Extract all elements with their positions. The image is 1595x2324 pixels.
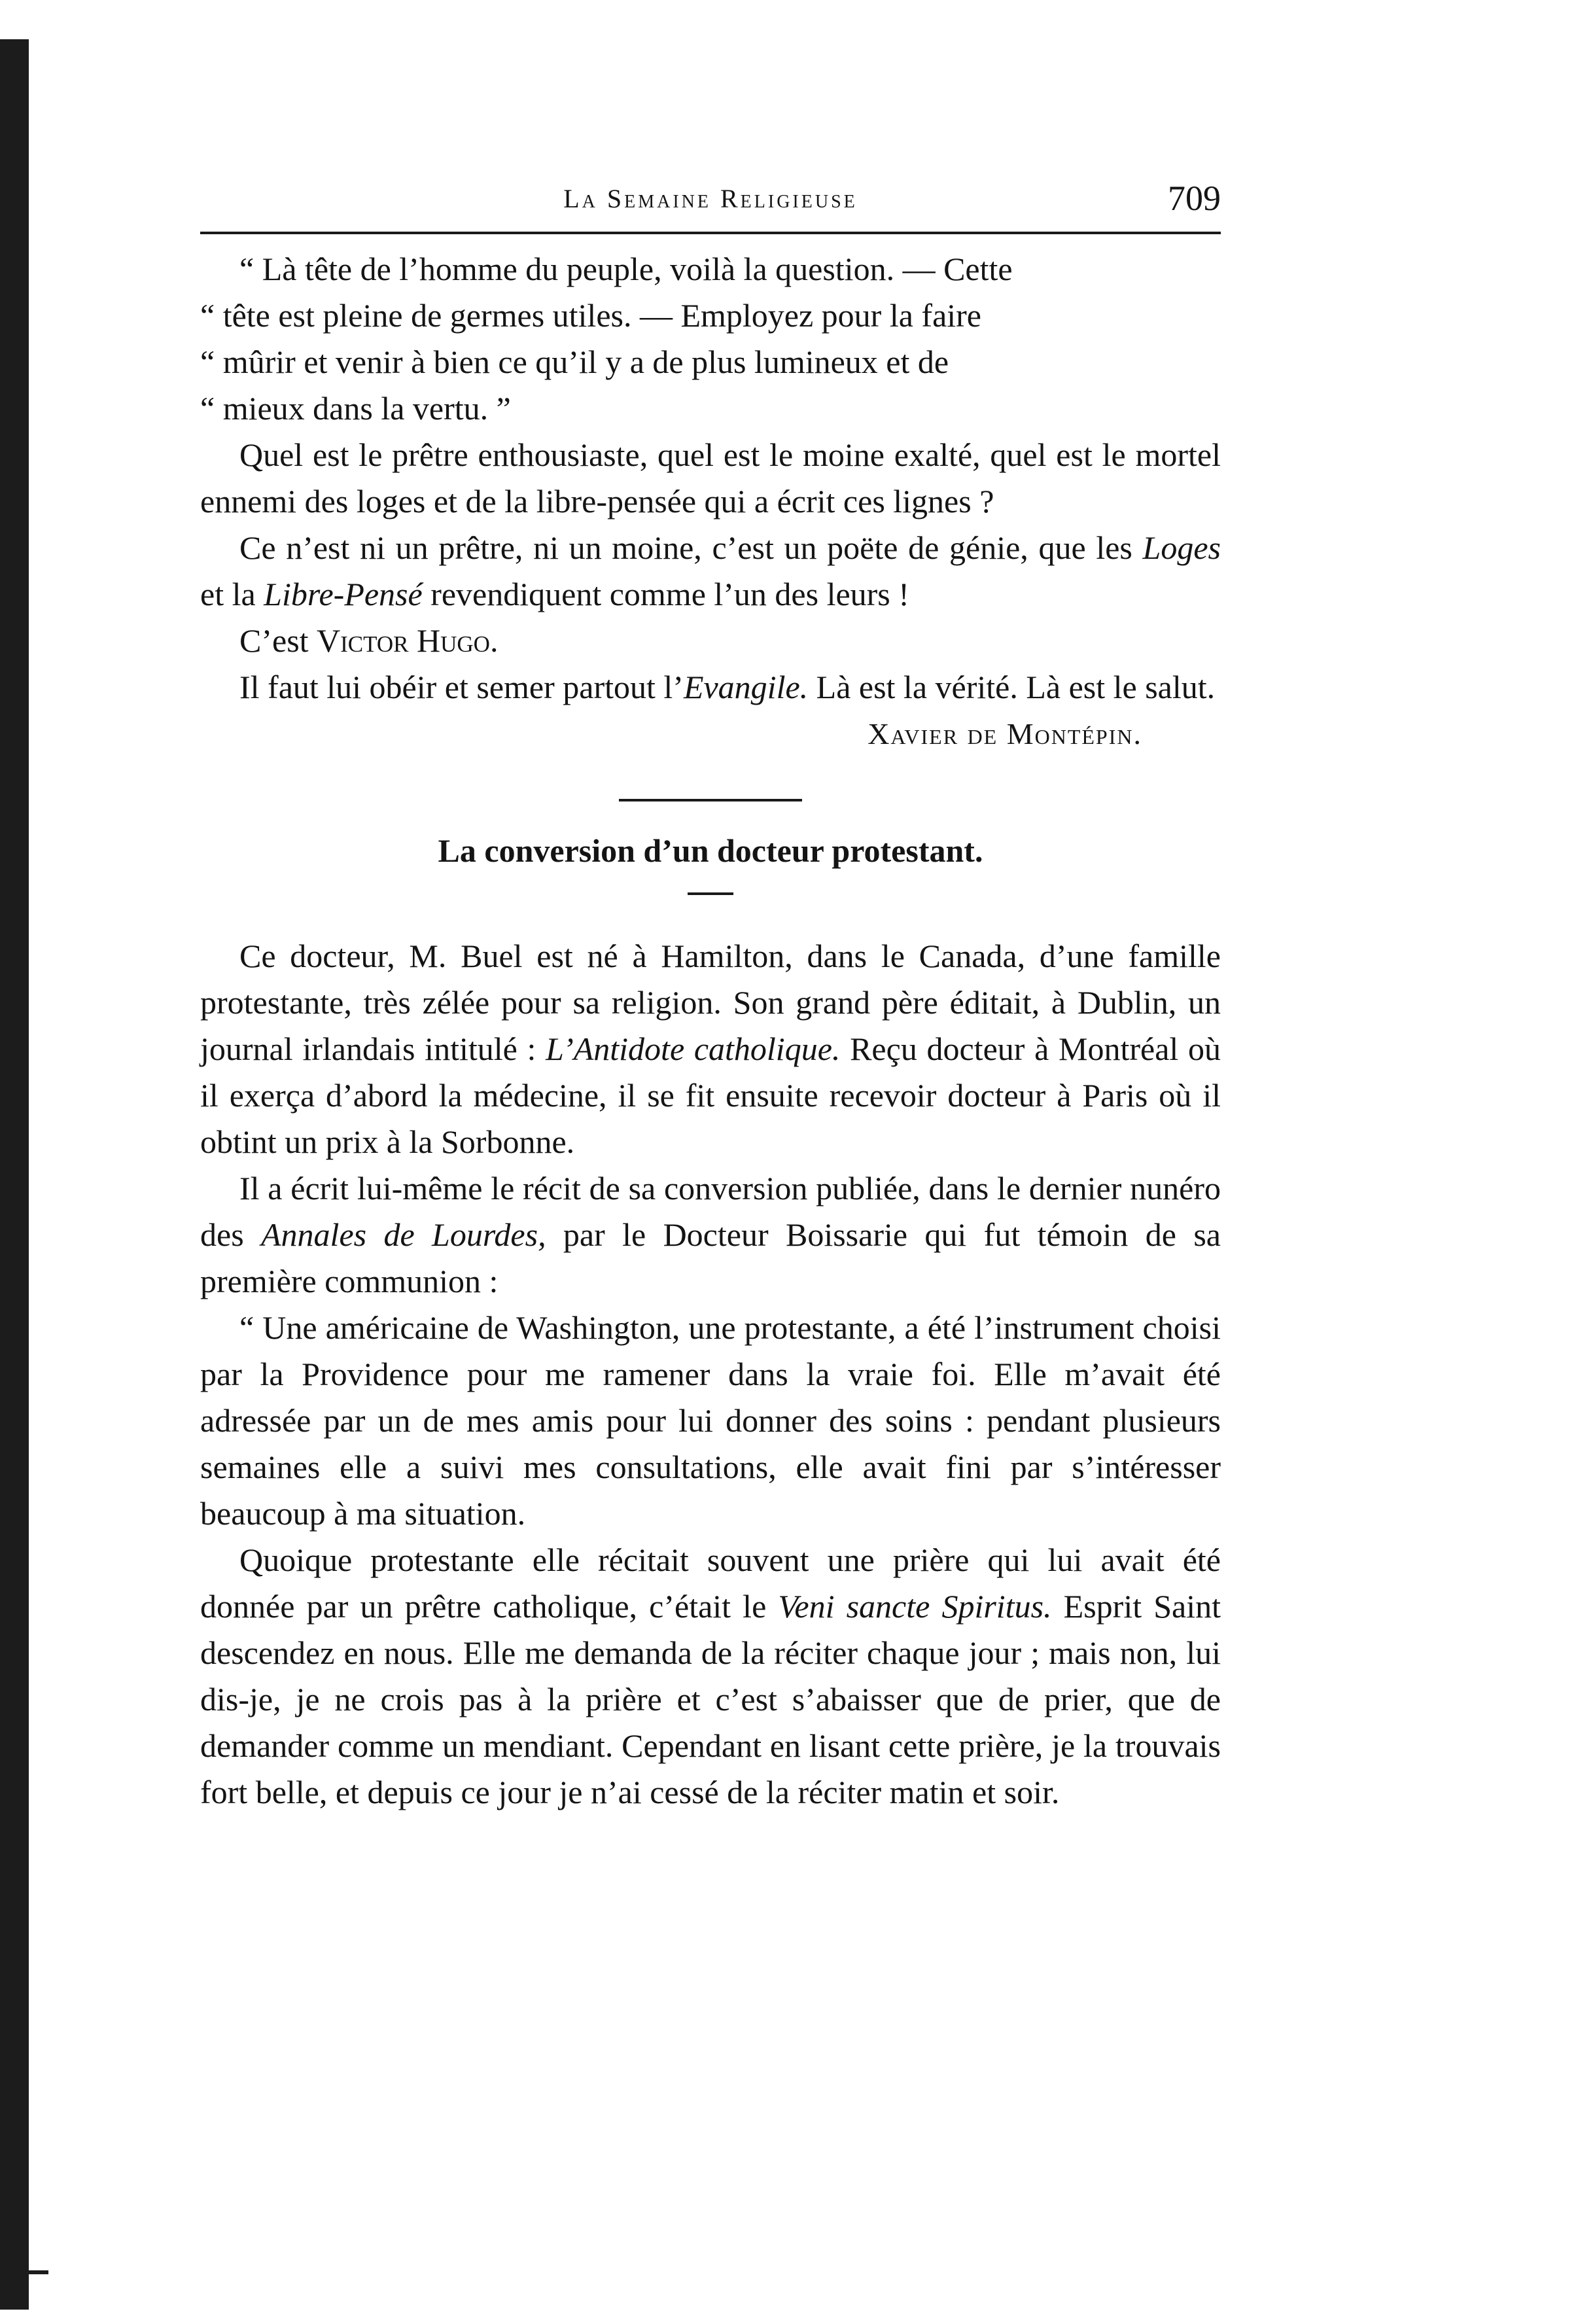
text-run: Ce n’est ni un prêtre, ni un moine, c’est un poëte de génie, que les [239,529,1143,566]
page-binding-edge [0,39,29,2310]
title-dash [688,892,733,895]
italic-run: Annales de Lourdes, [261,1216,546,1253]
quote-line: “ Là tête de l’homme du peuple, voilà la question. — Cette [239,251,1013,287]
quote-line: “ tête est pleine de germes utiles. — Employez pour la faire [200,297,981,334]
paragraph [200,1165,1221,1305]
quote-line: “ mieux dans la vertu. ” [200,390,511,427]
section-title: La conversion d’un docteur protestant. [438,832,983,869]
paragraph [200,664,1221,711]
italic-run: Libre-Pensé [264,576,423,612]
paragraph [200,525,1221,618]
text-run: Il faut lui obéir et semer partout l’ [239,669,684,705]
text-run: revendiquent comme l’un des leurs ! [422,576,909,612]
text-run: et la [200,576,264,612]
italic-run: Veni sancte Spiritus. [778,1588,1052,1625]
paragraph [200,618,1221,664]
text-run: Il a écrit lui-même le récit de sa conversion publiée, dans le dernier nunéro des [200,1170,1221,1253]
signature: Xavier de Montépin. [868,717,1142,750]
italic-run: Loges [1142,529,1221,566]
paragraph [200,1537,1221,1816]
running-title: La Semaine Religieuse [563,184,858,213]
author-name: Victor Hugo. [317,622,499,659]
header-rule [200,232,1221,234]
text-run: par le Docteur Boissarie qui fut témoin de sa première communion : [200,1216,1221,1299]
quote-line: “ mûrir et venir à bien ce qu’il y a de plus lumineux et de [200,343,949,380]
page-number: 709 [1168,179,1221,218]
quote-block [200,246,1221,432]
text-run: Ce docteur, M. Buel est né à Hamilton, dans le Canada, d’une famille protestante, très zélée pour sa religion. Son grand père éditait, à Dublin, un journal irlandais intitulé : [200,938,1221,1067]
page-binding-foot [29,2270,48,2274]
paragraph: “ Une américaine de Washington, une protestante, a été l’instrument choisi par la Providence pour me ramener dans la vraie foi. Elle m’avait été adressée par un de mes amis pour lui donner des soins : pendant plusieurs semaines elle a suivi mes consultations, elle avait fini par s’intéresser beaucoup à ma situation. [200,1309,1221,1532]
section-separator [619,799,802,801]
italic-run: L’Antidote catholique. [546,1030,841,1067]
text-run: Esprit Saint descendez en nous. Elle me demanda de la réciter chaque jour ; mais non, lui dis-je, je ne crois pas à la prière et c’est s’abaisser que de prier, que de demander comme un mendiant. Cependant en lisant cette prière, je la trouvais fort belle, et depuis ce jour je n’ai cessé de la réciter matin et soir. [200,1588,1221,1810]
italic-run: Evangile. [683,669,809,705]
text-run: Quoique protestante elle récitait souvent une prière qui lui avait été donnée par un prêtre catholique, c’était le [200,1541,1221,1625]
text-run: Là est la vérité. Là est le salut. [808,669,1216,705]
text-run: C’est [239,622,317,659]
text-run: Reçu docteur à Montréal où il exerça d’abord la médecine, il se fit ensuite recevoir docteur à Paris où il obtint un prix à la Sorbonne. [200,1030,1221,1160]
paragraph: Quel est le prêtre enthousiaste, quel est le moine exalté, quel est le mortel ennemi des loges et de la libre-pensée qui a écrit ces lignes ? [200,436,1221,519]
book-page [200,179,1221,1816]
running-head [200,179,1221,222]
paragraph [200,933,1221,1165]
